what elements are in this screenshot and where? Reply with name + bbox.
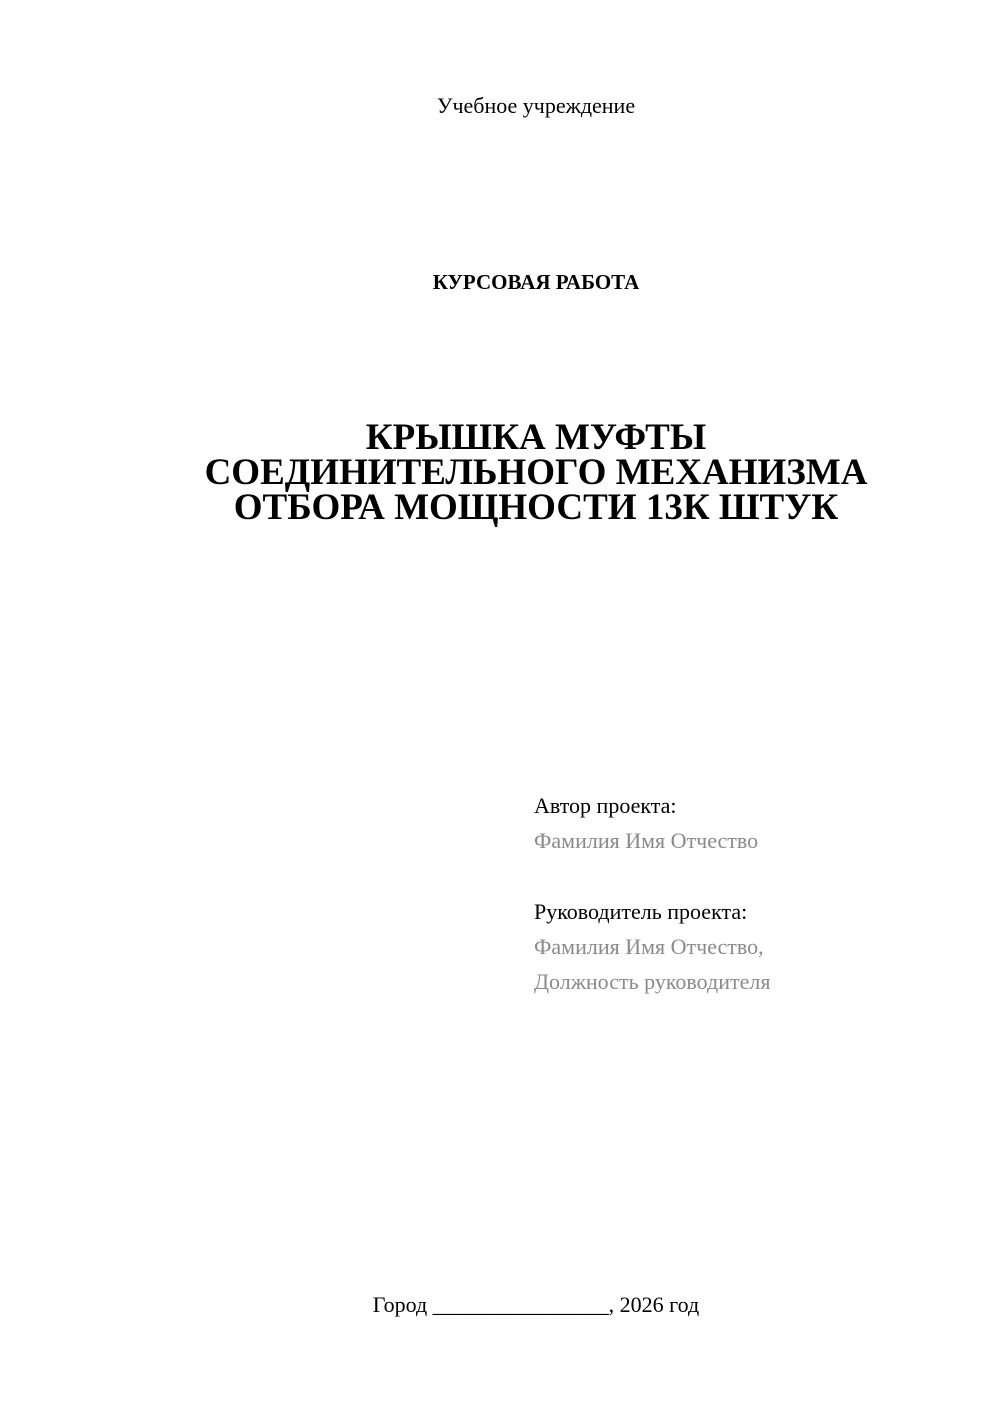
info-spacer xyxy=(534,858,770,894)
project-info xyxy=(534,788,770,999)
supervisor-position: Должность руководителя xyxy=(534,969,771,994)
institution-name: Учебное учреждение xyxy=(436,93,636,118)
author-label: Автор проекта: xyxy=(534,793,677,818)
supervisor-name: Фамилия Имя Отчество, xyxy=(534,934,764,959)
city-year-footer: Город ________________, 2026 год xyxy=(372,1292,700,1317)
author-name: Фамилия Имя Отчество xyxy=(534,828,759,853)
supervisor-label: Руководитель проекта: xyxy=(534,899,748,924)
document-title xyxy=(0,417,1000,528)
title-line-2: СОЕДИНИТЕЛЬНОГО МЕХАНИЗМА xyxy=(204,452,868,493)
work-type-heading: КУРСОВАЯ РАБОТА xyxy=(432,270,640,294)
title-line-1: КРЫШКА МУФТЫ xyxy=(365,417,707,458)
title-line-3: ОТБОРА МОЩНОСТИ 13К ШТУК xyxy=(233,487,839,528)
